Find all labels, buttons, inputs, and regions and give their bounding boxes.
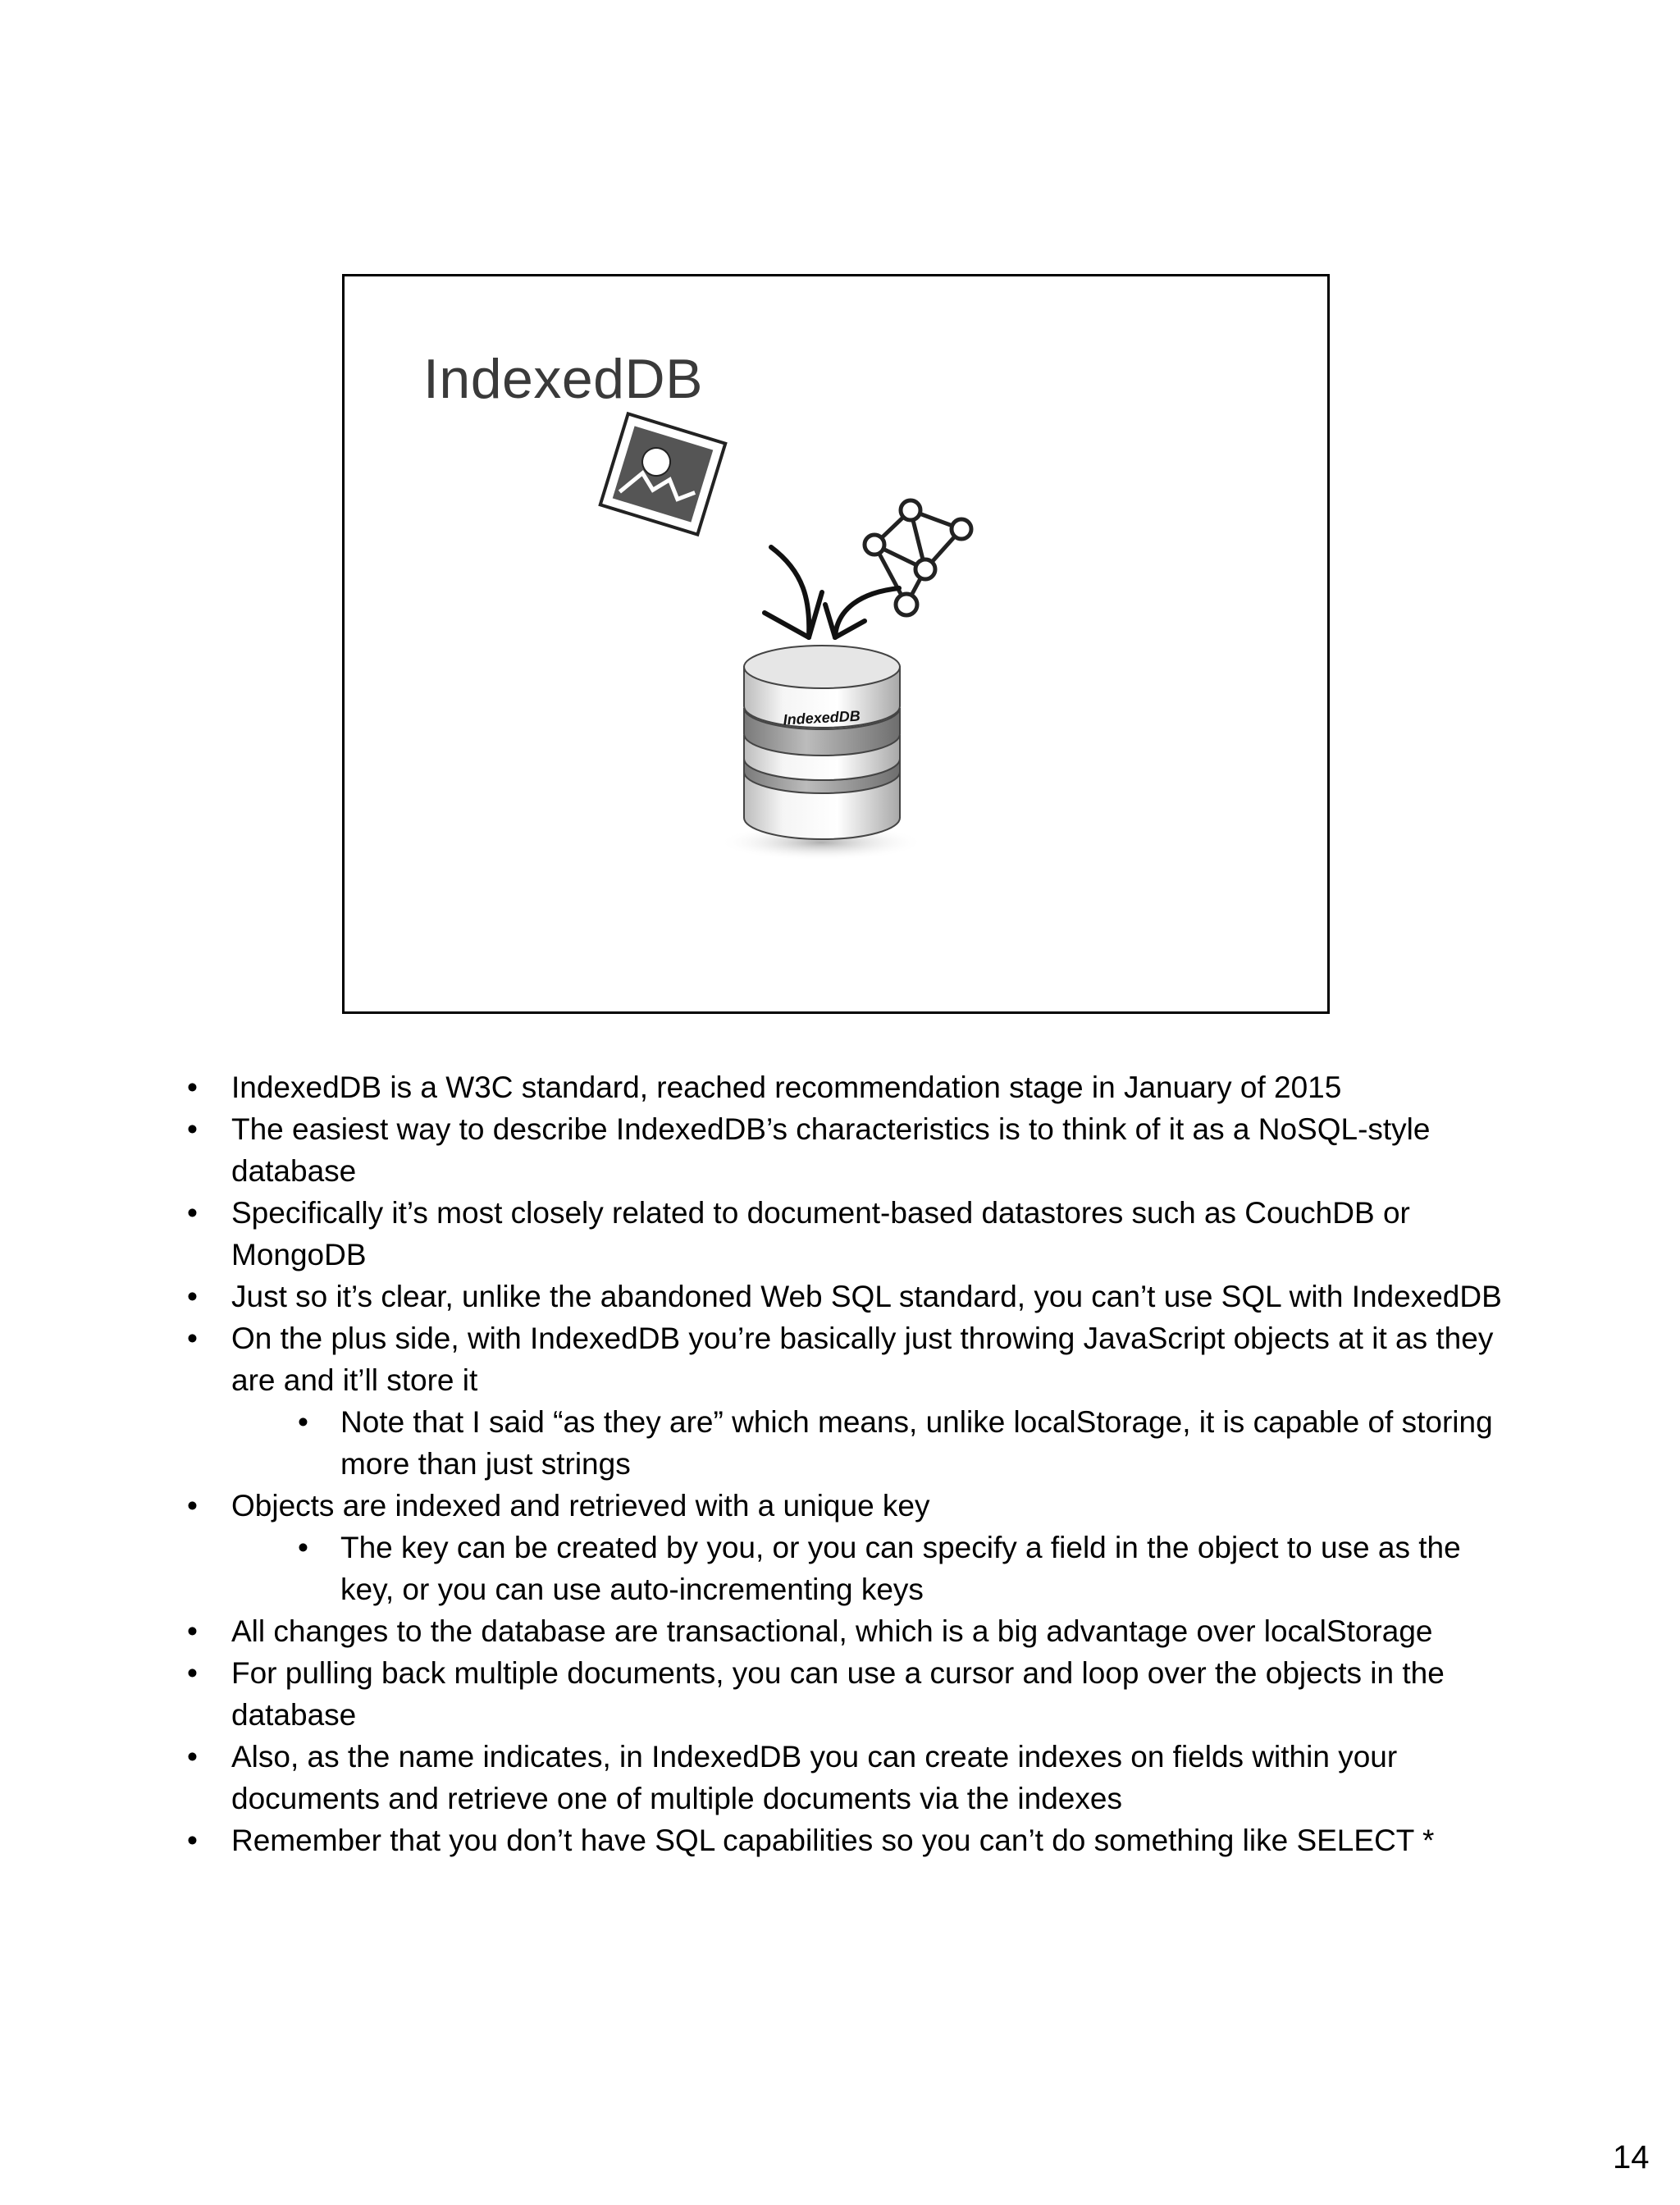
note-item: [187, 1610, 1516, 1652]
note-text: Just so it’s clear, unlike the abandoned Web SQL standard, you can’t use SQL with IndexedDB: [231, 1280, 1502, 1313]
note-text: Objects are indexed and retrieved with a unique key: [231, 1489, 930, 1522]
note-item: [187, 1066, 1516, 1108]
database-icon: [719, 646, 924, 861]
bullet: •: [187, 1280, 198, 1313]
database-label: IndexedDB: [783, 707, 861, 728]
note-item: [187, 1317, 1516, 1401]
note-item: [187, 1819, 1516, 1861]
note-text: Note that I said “as they are” which means, unlike localStorage, it is capable of storing more than just strings: [340, 1405, 1493, 1481]
bullet: •: [187, 1196, 198, 1230]
note-item: [187, 1276, 1516, 1317]
slide-thumbnail: [342, 274, 1330, 1014]
slide-title: IndexedDB: [423, 348, 703, 410]
bullet: •: [187, 1112, 198, 1146]
note-text: All changes to the database are transactional, which is a big advantage over localStorage: [231, 1614, 1433, 1648]
bullet: •: [187, 1824, 198, 1857]
note-item: [187, 1108, 1516, 1192]
note-subitem: [187, 1527, 1516, 1610]
note-item: [187, 1192, 1516, 1276]
note-text: Remember that you don’t have SQL capabilities so you can’t do something like SELECT *: [231, 1824, 1435, 1857]
bullet: •: [187, 1489, 198, 1522]
bullet: •: [187, 1740, 198, 1774]
note-text: Also, as the name indicates, in IndexedDB you can create indexes on fields within your documents and retrieve one of multiple documents via the indexes: [231, 1740, 1398, 1815]
image-icon: [600, 413, 725, 534]
bullet: •: [187, 1322, 198, 1355]
note-text: IndexedDB is a W3C standard, reached recommendation stage in January of 2015: [231, 1071, 1342, 1104]
speaker-notes: [187, 1066, 1516, 1861]
bullet: •: [298, 1405, 308, 1439]
bullet: •: [187, 1656, 198, 1690]
note-item: [187, 1736, 1516, 1819]
note-item: [187, 1485, 1516, 1527]
note-text: Specifically it’s most closely related to document-based datastores such as CouchDB or MongoDB: [231, 1196, 1410, 1271]
bullet: •: [187, 1071, 198, 1104]
note-text: On the plus side, with IndexedDB you’re basically just throwing JavaScript objects at it as they are and it’ll store it: [231, 1322, 1494, 1397]
note-text: The easiest way to describe IndexedDB’s characteristics is to think of it as a NoSQL-style database: [231, 1112, 1431, 1188]
note-text: The key can be created by you, or you can specify a field in the object to use as the key, or you can use auto-incrementing keys: [340, 1531, 1461, 1606]
graph-icon: [865, 500, 971, 615]
page-number: 14: [1613, 2139, 1650, 2175]
arrow-icon: [765, 547, 899, 637]
note-subitem: [187, 1401, 1516, 1485]
bullet: •: [187, 1614, 198, 1648]
note-text: For pulling back multiple documents, you can use a cursor and loop over the objects in the database: [231, 1656, 1445, 1732]
slide-illustration: [345, 276, 1327, 1011]
bullet: •: [298, 1531, 308, 1564]
note-item: [187, 1652, 1516, 1736]
